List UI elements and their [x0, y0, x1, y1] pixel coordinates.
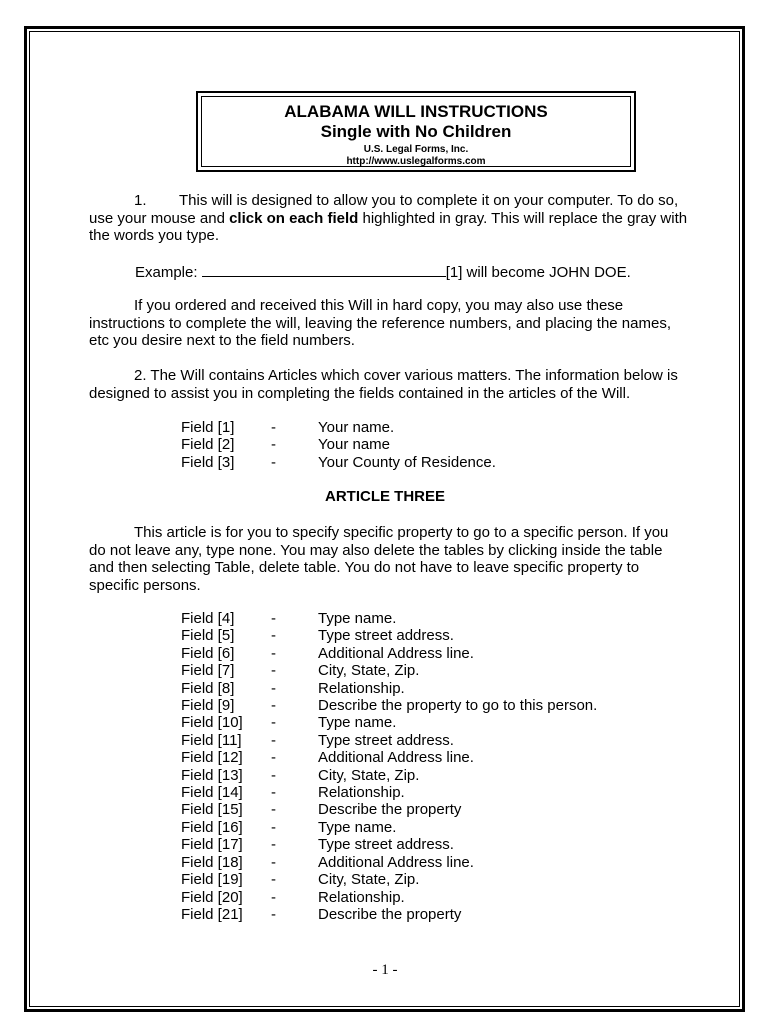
field-description: Type street address.: [318, 627, 454, 645]
field-dash: -: [271, 436, 276, 454]
field-label: Field [14]: [181, 784, 243, 802]
field-description: Describe the property to go to this person.: [318, 697, 598, 715]
field-list-1: [181, 419, 496, 471]
field-dash: -: [271, 419, 276, 436]
title-box: [201, 96, 631, 167]
field-row: [181, 627, 597, 644]
field-row: [181, 767, 597, 784]
field-label: Field [18]: [181, 853, 243, 871]
field-description: Relationship.: [318, 784, 405, 802]
field-description: Describe the property: [318, 801, 462, 819]
field-row: [181, 854, 597, 871]
field-label: Field [20]: [181, 888, 243, 906]
field-description: City, State, Zip.: [318, 662, 420, 680]
field-dash: -: [271, 836, 276, 854]
field-description: City, State, Zip.: [318, 766, 420, 784]
field-row: [181, 697, 597, 714]
field-label: Field [15]: [181, 801, 243, 819]
field-description: Type street address.: [318, 836, 454, 854]
field-dash: -: [271, 679, 276, 697]
field-dash: -: [271, 888, 276, 906]
field-dash: -: [271, 662, 276, 680]
field-description: Relationship.: [318, 679, 405, 697]
field-label: Field [9]: [181, 697, 235, 715]
field-label: Field [21]: [181, 905, 243, 923]
field-row: [181, 645, 597, 662]
field-dash: -: [271, 697, 276, 715]
field-dash: -: [271, 610, 276, 627]
field-label: Field [6]: [181, 644, 235, 662]
field-description: Type name.: [318, 714, 397, 732]
field-list-2: [181, 610, 597, 923]
field-description: Your name.: [318, 419, 395, 436]
field-row: [181, 801, 597, 818]
field-label: Field [13]: [181, 766, 243, 784]
page-number: - 1 -: [372, 962, 398, 978]
field-description: Your name: [318, 436, 390, 454]
field-row: [181, 784, 597, 801]
instruction-paragraph-2: 2. The Will contains Articles which cover various matters. The information below is designed to assist you in completing the fields contained in the articles of the Will.: [89, 367, 678, 402]
field-description: Your County of Residence.: [318, 453, 496, 471]
document-subtitle: Single with No Children: [320, 122, 512, 141]
field-dash: -: [271, 453, 276, 471]
field-label: Field [5]: [181, 627, 235, 645]
field-label: Field [7]: [181, 662, 235, 680]
field-label: Field [1]: [181, 419, 235, 436]
field-row: [181, 906, 597, 923]
field-row: [181, 610, 597, 627]
field-description: Additional Address line.: [318, 749, 474, 767]
field-label: Field [2]: [181, 436, 235, 454]
field-label: Field [17]: [181, 836, 243, 854]
example-blank-field: [202, 262, 446, 277]
field-description: Type name.: [318, 610, 397, 627]
field-label: Field [12]: [181, 749, 243, 767]
field-dash: -: [271, 731, 276, 749]
field-row: [181, 662, 597, 679]
field-label: Field [11]: [181, 731, 242, 749]
field-description: Type street address.: [318, 731, 454, 749]
company-url: http://www.uslegalforms.com: [346, 156, 486, 167]
field-dash: -: [271, 818, 276, 836]
field-row: [181, 419, 496, 436]
field-label: Field [10]: [181, 714, 243, 732]
field-row: [181, 714, 597, 731]
field-label: Field [16]: [181, 818, 243, 836]
field-row: [181, 889, 597, 906]
field-dash: -: [271, 749, 276, 767]
hard-copy-paragraph: If you ordered and received this Will in hard copy, you may also use these instructions to complete the will, leaving the reference numbers, and placing the names, etc you desire next to the field numbers.: [89, 297, 671, 349]
field-description: Describe the property: [318, 905, 462, 923]
document-title: ALABAMA WILL INSTRUCTIONS: [284, 102, 548, 121]
field-dash: -: [271, 714, 276, 732]
paragraph-number: 1.: [134, 192, 147, 209]
field-dash: -: [271, 801, 276, 819]
field-dash: -: [271, 784, 276, 802]
company-name: U.S. Legal Forms, Inc.: [363, 144, 469, 155]
article-three-paragraph: This article is for you to specify specific property to go to a specific person. If you do not leave any, type none. You may also delete the tables by clicking inside the table and then selecting Table, delete table. You do not have to leave specific property to specific persons.: [89, 524, 669, 594]
instruction-paragraph-1: 1. This will is designed to allow you to complete it on your computer. To do so, use your mouse and click on each field highlighted in gray. This will replace the gray with the words you type.: [89, 192, 688, 244]
field-label: Field [19]: [181, 871, 243, 889]
field-row: [181, 836, 597, 853]
field-row: [181, 732, 597, 749]
field-dash: -: [271, 853, 276, 871]
field-description: Relationship.: [318, 888, 405, 906]
field-label: Field [3]: [181, 453, 235, 471]
field-dash: -: [271, 766, 276, 784]
field-row: [181, 871, 597, 888]
field-row: [181, 680, 597, 697]
field-description: Additional Address line.: [318, 853, 474, 871]
field-description: Type name.: [318, 818, 397, 836]
field-description: Additional Address line.: [318, 644, 474, 662]
example-line: Example: [1] will become JOHN DOE.: [135, 264, 631, 281]
field-row: [181, 436, 496, 453]
field-row: [181, 454, 496, 471]
field-label: Field [4]: [181, 610, 235, 627]
field-dash: -: [271, 627, 276, 645]
article-three-heading: ARTICLE THREE: [325, 488, 445, 505]
field-dash: -: [271, 871, 276, 889]
field-row: [181, 749, 597, 766]
field-description: City, State, Zip.: [318, 871, 420, 889]
field-label: Field [8]: [181, 679, 235, 697]
field-row: [181, 819, 597, 836]
field-dash: -: [271, 905, 276, 923]
field-dash: -: [271, 644, 276, 662]
